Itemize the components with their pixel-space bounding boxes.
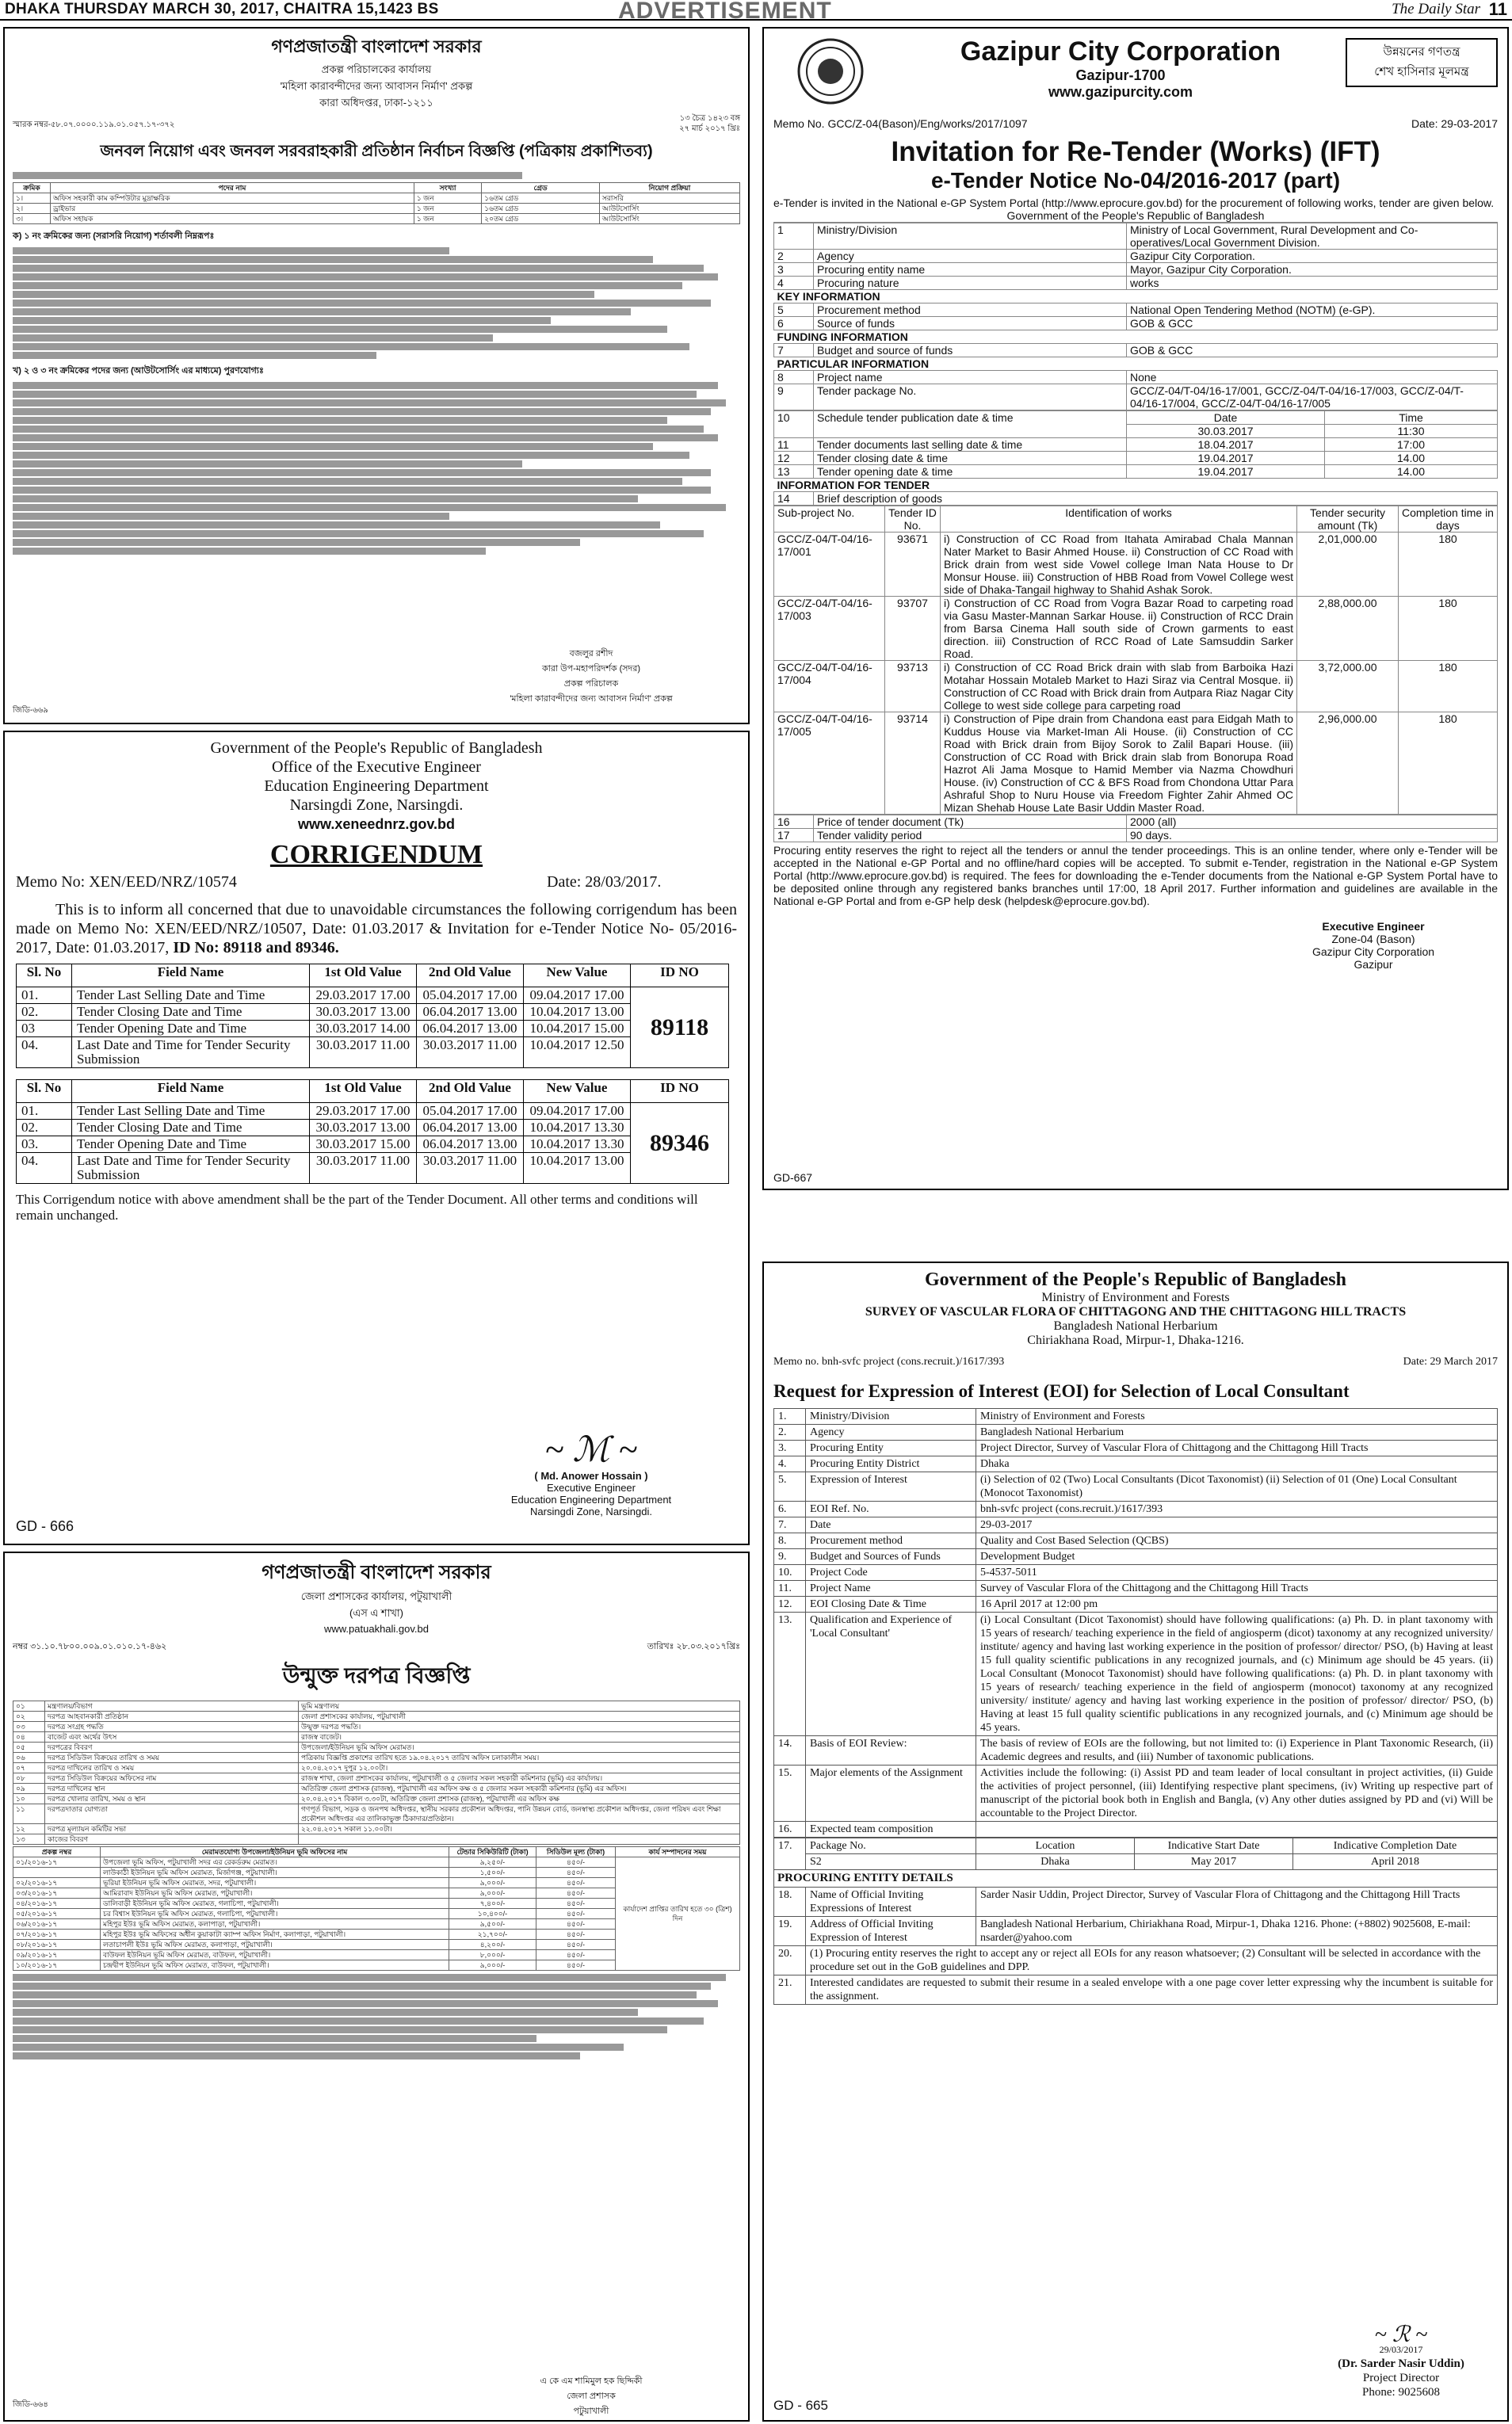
masthead-section: ADVERTISEMENT xyxy=(618,0,832,24)
table-row: ০৯/২০১৬-১৭ বাউফল ইউনিয়ন ভূমি অফিস মেরামত, বাউফল, পটুয়াখালী। ৮,০০০/- ৪৫০/- xyxy=(13,1950,740,1960)
table-row: 18. Name of Official Inviting Expressions of Interest Sarder Nasir Uddin, Project Director, Survey of Vascular Flora of Chittagong and the Chittagong Hill Tracts xyxy=(774,1888,1498,1917)
table-row: 9. Budget and Sources of Funds Development Budget xyxy=(774,1549,1498,1565)
ad2-gov-line: Government of the People's Republic of Bangladesh xyxy=(773,209,1498,223)
ad5-entity-table xyxy=(773,1887,1498,2005)
ad2-website: www.gazipurcity.com xyxy=(1048,84,1193,100)
table-row: 21. Interested candidates are requested to submit their resume in a sealed envelope with a one page cover letter expressing why the incumbent is suitable for the assignment. xyxy=(774,1975,1498,2005)
table-row: 30.03.2017 11:30 xyxy=(774,425,1498,438)
masthead-paper: The Daily Star xyxy=(1392,1,1480,17)
ad2-address: Gazipur-1700 xyxy=(1075,67,1166,83)
table-row: 13. Qualification and Experience of 'Local Consultant' (i) Local Consultant (Dicot Taxonomist) should have following qualifications: (a) Ph. D. in plant taxonomy with 15 years of research/ teaching experience in the field of angiosperm (dicot) taxonomy at any recognized university/ institute/ agency and having last working experience in the position of professor/ director/ PSO, (b) Having at least 15 full quality scientific publications in any recognized journals, and (c) Minimum age should be 45 years. (ii) Local Consultant (Monocot Taxonomist) should have following qualifications: (a) Ph. D. in plant taxonomy with 15 years of research/ teaching experience in the field of angiosperm (monocot) taxonomy at any recognized university/ institute/ agency and having last working experience in the position of professor/ director/ PSO, (b) Having at least 15 full quality scientific publications in any recognized journals, and (c) Minimum age should be 45 years. xyxy=(774,1613,1498,1736)
table-row: ০৩ দরপত্র সংগ্রহ পদ্ধতি উন্মুক্ত দরপত্র পদ্ধতি। xyxy=(13,1722,740,1732)
table-row: 3. Procuring Entity Project Director, Survey of Vascular Flora of Chittagong and the Chittagong Hill Tracts xyxy=(774,1441,1498,1456)
table-row: 6 Source of funds GOB & GCC xyxy=(774,317,1498,330)
ad5-project: SURVEY OF VASCULAR FLORA OF CHITTAGONG AND THE CHITTAGONG HILL TRACTS xyxy=(865,1305,1407,1319)
table-row: 5 Procurement method National Open Tendering Method (NOTM) (e-GP). xyxy=(774,303,1498,317)
table-header: প্রকল্প নম্বর মেরামতযোগ্য উপজেলা/ইউনিয়ন ভূমি অফিসের নাম টেন্ডার সিকিউরিটি (টাকা) সিডিউল মূল্য (টাকা) কার্য সম্পাদনের সময় xyxy=(13,1847,740,1857)
ad4-terms-text xyxy=(13,1974,740,2059)
table-row: 13 Tender opening date & time 19.04.2017 14.00 xyxy=(774,465,1498,479)
ad1-outsourcing-text xyxy=(13,382,740,555)
table-row: 2 Agency Gazipur City Corporation. xyxy=(774,250,1498,263)
ad2-works-table xyxy=(773,506,1498,815)
table-row: ০৭/২০১৬-১৭ মহিপুর ইউঃ ভূমি অফিসের অধীন কুয়াকাটা ক্যাম্প অফিস নির্মাণ, কলাপাড়া, পটুয়াখালী। ২১,৭০০/- ৪৫০/- xyxy=(13,1930,740,1940)
table-row: ১২ দরপত্র মূল্যায়ন কমিটির সভা ২২.০৪.২০১৭ সকাল ১১.০০টা। xyxy=(13,1824,740,1834)
table-row: 9 Tender package No. GCC/Z-04/T-04/16-17/001, GCC/Z-04/T-04/16-17/003, GCC/Z-04/T-04/16-17/004, GCC/Z-04/T-04/16-17/005 xyxy=(774,384,1498,410)
table-row: 12 Tender closing date & time 19.04.2017 14.00 xyxy=(774,452,1498,465)
table-row: 01. Tender Last Selling Date and Time 29.03.2017 17.00 05.04.2017 17.00 09.04.2017 17.00 89118 xyxy=(17,987,729,1004)
table-row: ০৮/২০১৬-১৭ লতাচাপলী ইউঃ ভূমি অফিস মেরামত, কলাপাড়া, পটুয়াখালী। ৪,২০০/- ৪৫০/- xyxy=(13,1940,740,1950)
section-heading: PARTICULAR INFORMATION xyxy=(774,357,1498,371)
ad2-org-name: Gazipur City Corporation xyxy=(960,36,1281,67)
ad5-memo: Memo no. bnh-svfc project (cons.recruit.)/1617/393 xyxy=(773,1356,1005,1368)
ad-gazipur-tender xyxy=(762,27,1509,1190)
masthead xyxy=(0,0,1512,24)
table-row: লাউকাঠী ইউনিয়ন ভূমি অফিস মেরামত, মির্জাগঞ্জ, পটুয়াখালী। ১,৫০০/- ৪৫০/- xyxy=(13,1868,740,1878)
ad1-address: কারা অধিদপ্তর, ঢাকা-১২১১ xyxy=(319,97,433,109)
ad4-office: জেলা প্রশাসকের কার্যালয়, পটুয়াখালী xyxy=(300,1590,452,1602)
table-header: Sub-project No. Tender ID No. Identification of works Tender security amount (Tk) Completion time in days xyxy=(774,506,1498,533)
table-row: ০৩/২০১৬-১৭ আমিরাবাদ ইউনিয়ন ভূমি অফিস মেরামত, পটুয়াখালী। ৯,০০০/- ৪৫০/- xyxy=(13,1888,740,1899)
table-header: 17. Package No. Location Indicative Start Date Indicative Completion Date xyxy=(774,1838,1498,1854)
ad2-end-table xyxy=(773,815,1498,842)
table-row: ১০ দরপত্র খোলার তারিখ, সময় ও স্থান ২০.০৪.২০১৭ বিকাল ৩.৩০টা, অতিরিক্ত জেলা প্রশাসক (রাজস্ব), পটুয়াখালী এর অফিস কক্ষ xyxy=(13,1794,740,1804)
ad-corrigendum xyxy=(3,731,750,1545)
table-row: ০১ মন্ত্রণালয়/বিভাগ ভূমি মন্ত্রণালয় xyxy=(13,1701,740,1712)
page-number: 11 xyxy=(1488,0,1507,19)
ad3-signature-block: ~ ℳ ~ ( Md. Anower Hossain ) Executive Engineer Education Engineering Department Narsingdi Zone, Narsingdi. xyxy=(464,1430,718,1517)
table-row: ০৯ দরপত্র দাখিলের স্থান অতিরিক্ত জেলা প্রশাসক (রাজস্ব), পটুয়াখালী এর অফিস কক্ষ ও ৫ জেলার সকল সহকারী কমিশনার (ভূমি) এর অফিস। xyxy=(13,1784,740,1794)
section-heading: KEY INFORMATION xyxy=(774,290,1498,303)
ad4-date: তারিখঃ ২৮.০৩.২০১৭খ্রিঃ xyxy=(647,1642,740,1651)
table-row: 14. Basis of EOI Review: The basis of review of EOIs are the following, but not limited to: (i) Experience in Plant Taxonomic Research, (ii) Academic degrees and results, and (iii) Number of taxonomic publications. xyxy=(774,1736,1498,1766)
ad3-memo: Memo No: XEN/EED/NRZ/10574 xyxy=(16,873,237,891)
table-row: 6. EOI Ref. No. bnh-svfc project (cons.recruit.)/1617/393 xyxy=(774,1502,1498,1517)
ad2-signature-block: Executive Engineer Zone-04 (Bason) Gazipur City Corporation Gazipur xyxy=(1312,920,1435,971)
table-row: 5. Expression of Interest (i) Selection of 02 (Two) Local Consultants (Dicot Taxonomist) (ii) Selection of 01 (One) Local Consultant (Monocot Taxonomist) xyxy=(774,1472,1498,1502)
table-row: GCC/Z-04/T-04/16-17/003 93707 i) Construction of CC Road from Vogra Bazar Road to carpeting road via Gasu Master-Mannan Sarkar House. ii) Construction of RCC Drain from Barsa Cinema Hall south side of Crown garments to east direction. iii) Construction of RCC Road of Late Samsuddin Sarker Road. 2,88,000.00 180 xyxy=(774,597,1498,661)
ad3-website: www.xeneednrz.gov.bd xyxy=(297,816,456,832)
ad3-office: Office of the Executive Engineer xyxy=(272,758,481,776)
table-row: 10 Schedule tender publication date & time Date Time xyxy=(774,411,1498,425)
ad4-code: জিডি-৬৬৪ xyxy=(13,2400,48,2409)
table-row: 1 Ministry/Division Ministry of Local Government, Rural Development and Co-operatives/Local Government Division. xyxy=(774,223,1498,250)
ad2-intro: e-Tender is invited in the National e-GP System Portal (http://www.eprocure.gov.bd) for the procurement of following works, tender are given below. xyxy=(773,197,1495,209)
table-row: ০৭ দরপত্র দাখিলের তারিখ ও সময় ২০.০৪.২০১৭ দুপুর ১২.০০টা। xyxy=(13,1763,740,1773)
ad4-website: www.patuakhali.gov.bd xyxy=(323,1623,429,1635)
table-row: 3 Procuring entity name Mayor, Gazipur City Corporation. xyxy=(774,263,1498,277)
table-row: 16 Price of tender document (Tk) 2000 (all) xyxy=(774,815,1498,829)
table-row: ০৮ দরপত্র সিডিউল বিক্রয়ের অফিসের নাম রাজস্ব শাখা, জেলা প্রশাসকের কার্যালয়, পটুয়াখালী ও ৫ জেলার সকল সহকারী কমিশনার (ভূমি) এর কার্যালয়। xyxy=(13,1773,740,1784)
table-row: ০৬/২০১৬-১৭ মহিপুর ইউঃ ভূমি অফিস মেরামত, কলাপাড়া, পটুয়াখালী। ৯,৫০০/- ৪৫০/- xyxy=(13,1919,740,1930)
ad2-memo: Memo No. GCC/Z-04(Bason)/Eng/works/2017/1097 xyxy=(773,117,1028,130)
table-row: ০৪/২০১৬-১৭ ডালিবাড়ী ইউনিয়ন ভূমি অফিস মেরামত, গলাচিপা, পটুয়াখালী। ৭,৪০০/- ৪৫০/- xyxy=(13,1899,740,1909)
ad1-title: জনবল নিয়োগ এবং জনবল সরবরাহকারী প্রতিষ্ঠান নির্বাচন বিজ্ঞপ্তি (পত্রিকায় প্রকাশিতব্য) xyxy=(100,143,653,160)
ad5-section-heading: PROCURING ENTITY DETAILS xyxy=(773,1870,1498,1887)
gazipur-logo-icon xyxy=(796,36,865,106)
table-header: Sl. No Field Name 1st Old Value 2nd Old Value New Value ID NO xyxy=(17,1080,729,1103)
masthead-date: DHAKA THURSDAY MARCH 30, 2017, CHAITRA 15,1423 BS xyxy=(5,1,439,17)
table-row: ০৫/২০১৬-১৭ চর বিশ্বাস ইউনিয়ন ভূমি অফিস মেরামত, গলাচিপা, পটুয়াখালী। ১০,৪০০/- ৪৫০/- xyxy=(13,1909,740,1919)
ad1-conditions-text xyxy=(13,247,740,359)
table-row: 03 Tender Opening Date and Time 30.03.2017 14.00 06.04.2017 13.00 10.04.2017 15.00 xyxy=(17,1021,729,1037)
ad2-subtitle: e-Tender Notice No-04/2016-2017 (part) xyxy=(930,168,1341,193)
ad5-herbarium: Bangladesh National Herbarium xyxy=(1053,1319,1218,1333)
ad3-intro: This is to inform all concerned that due to unavoidable circumstances the following corrigendum has been made on Memo No: XEN/EED/NRZ/10507, Date: 01.03.2017 & Invitation for e-Tender Notice No- 05/2016-2017, Date: 01.03.2017, ID No: 89118 and 89346. xyxy=(16,901,737,956)
signature-image: ~ ℳ ~ xyxy=(544,1430,638,1469)
table-row: 03. Tender Opening Date and Time 30.03.2017 15.00 06.04.2017 13.00 10.04.2017 13.30 xyxy=(17,1136,729,1153)
ad1-signature-block: বজলুর রশীদ কারা উপ-মহাপরিদর্শক (সদর) প্রকল্প পরিচালক 'মহিলা কারাবন্দীদের জন্য আবাসন নির্মাণ' প্রকল্প xyxy=(449,647,734,707)
ad3-date: Date: 28/03/2017. xyxy=(547,873,662,891)
ad1-memo: স্মারক নম্বর-৫৮.০৭.০০০০.১১৯.০১.০৫৭.১৭-৩৭২ xyxy=(13,120,175,129)
ad2-date: Date: 29-03-2017 xyxy=(1411,117,1498,130)
ad5-date: Date: 29 March 2017 xyxy=(1403,1356,1498,1368)
ad1-date-english: ২৭ মার্চ ২০১৭ খ্রিঃ xyxy=(679,124,740,133)
table-row: 2. Agency Bangladesh National Herbarium xyxy=(774,1425,1498,1441)
ad3-dept: Education Engineering Department xyxy=(264,777,489,795)
ad3-zone: Narsingdi Zone, Narsingdi. xyxy=(289,796,464,814)
table-row: ০৬ দরপত্র সিডিউল বিক্রয়ের তারিখ ও সময় পত্রিকায় বিজ্ঞপ্তি প্রকাশের তারিখ হতে ১৯.০৪.২০১৭ তারিখ অফিস চলাকালীন সময়। xyxy=(13,1753,740,1763)
table-row: ১৩ কাজের বিবরণ xyxy=(13,1834,740,1845)
ad3-code: GD - 666 xyxy=(16,1518,74,1534)
table-row: 12. EOI Closing Date & Time 16 April 2017 at 12:00 pm xyxy=(774,1597,1498,1613)
ad5-ministry: Ministry of Environment and Forests xyxy=(1041,1291,1230,1304)
table-row: 10. Project Code 5-4537-5011 xyxy=(774,1565,1498,1581)
ad4-works-table xyxy=(13,1846,740,1971)
ad4-title: উন্মুক্ত দরপত্র বিজ্ঞপ্তি xyxy=(282,1663,471,1688)
ad2-info-table xyxy=(773,223,1498,410)
section-heading: INFORMATION FOR TENDER xyxy=(774,479,1498,492)
ad5-address: Chiriakhana Road, Mirpur-1, Dhaka-1216. xyxy=(1027,1334,1244,1347)
table-row: 16. Expected team composition xyxy=(774,1822,1498,1838)
ad1-conditions-heading: ক) ১ নং ক্রমিকের জন্য (সরাসরি নিয়োগ) শর্তাবলী নিম্নরূপঃ xyxy=(13,231,215,241)
table-row: GCC/Z-04/T-04/16-17/005 93714 i) Construction of Pipe drain from Chandona east para Eidgah Math to Kuddus House via Market-Iman Ali House. (ii) Construction of CC Road with Brick drain from Bijoy Sorok to Zalil Bapari House. (iii) Construction of CC Road with Brick drain slab from Bonorupa Road Hazrot Ali Jama Mosque to Hamid Member via Nazma Chowdhuri House. (iv) Construction of CC & BFS Road from Chondona Uttar Para Ashraful Shop to Nuru House via Freedom Fighter Zahir Ahmed OC Mizan Shehab House Late Basir Uddin Master Road. 2,96,000.00 180 xyxy=(774,712,1498,815)
ad2-footer-text: Procuring entity reserves the right to reject all the tenders or annul the tender proceedings. This is an online tender, where only e-Tender will be accepted in the National e-GP Portal and no offline/hard copies will be accepted. To submit e-Tender, registration in the National e-GP System Portal (http://www.eprocure.gov.bd) is required. The fees for downloading the e-Tender documents from the National e-GP System Portal have to be deposited online through any registered banks branches until 17:00, 18 April 2017. Further information and guidelines are available in the National e-GP Portal and from e-GP help desk (helpdesk@eprocure.gov.bd). xyxy=(773,844,1498,907)
ad-recruitment-notice xyxy=(3,27,750,724)
ad1-project: 'মহিলা কারাবন্দীদের জন্য আবাসন নির্মাণ' প্রকল্প xyxy=(280,80,473,92)
ad1-post-table xyxy=(13,182,740,224)
table-row: ০২/২০১৬-১৭ ভূরিয়া ইউনিয়ন ভূমি অফিস মেরামত, সদর, পটুয়াখালী। ৯,০০০/- ৪৫০/- xyxy=(13,1878,740,1888)
signature-image: ~ ℛ ~ xyxy=(1374,2323,1428,2347)
ad2-code: GD-667 xyxy=(773,1171,813,1184)
table-row: GCC/Z-04/T-04/16-17/004 93713 i) Construction of CC Road Brick drain with slab from Barboika Hazi Motahar Hossain Motaleb Market to Hazi Siraz via Central Mosque. ii) Construction of CC Road with Brick drain from Autpara Riaz Nagar City College to west side college para carpeting road 3,72,000.00 180 xyxy=(774,661,1498,712)
ad1-heading: গণপ্রজাতন্ত্রী বাংলাদেশ সরকার xyxy=(271,36,482,56)
ad4-info-table xyxy=(13,1701,740,1845)
table-row: 02. Tender Closing Date and Time 30.03.2017 13.00 06.04.2017 13.00 10.04.2017 13.30 xyxy=(17,1120,729,1136)
table-row: 14 Brief description of goods xyxy=(774,492,1498,506)
table-row: 11 Tender documents last selling date & time 18.04.2017 17:00 xyxy=(774,438,1498,452)
ad3-table-89118 xyxy=(16,964,729,1068)
table-row: ৩। অফিস সহায়ক ১ জন ২০তম গ্রেড আউটসোর্সিং xyxy=(13,214,740,224)
ad1-code: জিডি-৬৬৯ xyxy=(13,706,48,715)
ad4-signature-block: এ কে এম শামিমুল হক ছিদ্দিকী জেলা প্রশাসক পটুয়াখালী xyxy=(540,2376,643,2416)
table-row: S2 Dhaka May 2017 April 2018 xyxy=(774,1854,1498,1870)
ad5-eoi-table xyxy=(773,1408,1498,1838)
id-number: 89118 xyxy=(631,987,729,1068)
ad5-package-table xyxy=(773,1838,1498,1870)
table-row: ২। ড্রাইভার ১ জন ১৬তম গ্রেড আউটসোর্সিং xyxy=(13,204,740,214)
table-row: 02. Tender Closing Date and Time 30.03.2017 13.00 06.04.2017 13.00 10.04.2017 13.00 xyxy=(17,1004,729,1021)
table-row: 7. Date 29-03-2017 xyxy=(774,1517,1498,1533)
table-row: 20. (1) Procuring entity reserves the right to accept any or reject all EOIs for any reason whatsoever; (2) Consultant will be selected in accordance with the procedure set out in the GoB guidelines and DPP. xyxy=(774,1946,1498,1975)
table-row: 4 Procuring nature works xyxy=(774,277,1498,290)
table-row: ০৫ দরপত্রের বিবরণ উপজেলা/ইউনিয়ন ভূমি অফিস মেরামত। xyxy=(13,1743,740,1753)
table-row: 1. Ministry/Division Ministry of Environment and Forests xyxy=(774,1409,1498,1425)
ad1-signatory: বজলুর রশীদ xyxy=(569,649,613,658)
ad4-memo: নম্বর ৩১.১০.৭৮০০.০০৯.০১.০১০.১৭-৪৬২ xyxy=(13,1642,167,1651)
table-row: ১। অফিস সহকারী কাম কম্পিউটার মুদ্রাক্ষরিক ১ জন ১৬তম গ্রেড সরাসরি xyxy=(13,193,740,204)
table-row: ০২ দরপত্র আহবানকারী প্রতিষ্ঠান জেলা প্রশাসকের কার্যালয়, পটুয়াখালী xyxy=(13,1712,740,1722)
ad5-code: GD - 665 xyxy=(773,2398,828,2413)
table-row: 01. Tender Last Selling Date and Time 29.03.2017 17.00 05.04.2017 17.00 09.04.2017 17.00 89346 xyxy=(17,1103,729,1120)
table-row: 8. Procurement method Quality and Cost Based Selection (QCBS) xyxy=(774,1533,1498,1549)
ad3-table-89346 xyxy=(16,1079,729,1184)
table-row: ০১/২০১৬-১৭ উপজেলা ভূমি অফিস, পটুয়াখালী সদর এর রেকর্ডরুম মেরামত। ৯,২৫০/- ৪৫০/- কার্যাদেশ প্রাপ্তির তারিখ হতে ৩০ (ত্রিশ) দিন xyxy=(13,1857,740,1868)
ad4-branch: (এস এ শাখা) xyxy=(349,1607,404,1619)
table-row: 17 Tender validity period 90 days. xyxy=(774,829,1498,842)
ad1-office: প্রকল্প পরিচালকের কার্যালয় xyxy=(321,63,432,75)
table-row: 8 Project name None xyxy=(774,371,1498,384)
table-row: 04. Last Date and Time for Tender Security Submission 30.03.2017 11.00 30.03.2017 11.00 10.04.2017 13.00 xyxy=(17,1153,729,1184)
table-row: ০৪ বাজেট এবং অর্থের উৎস রাজস্ব বাজেট। xyxy=(13,1732,740,1743)
ad5-gov: Government of the People's Republic of Bangladesh xyxy=(925,1269,1346,1290)
ad1-outsourcing-heading: খ) ২ ও ৩ নং ক্রমিকের পদের জন্য (আউটসোর্সিং এর মাধ্যমে) পুরণযোগ্যঃ xyxy=(13,366,264,376)
ad4-heading: গণপ্রজাতন্ত্রী বাংলাদেশ সরকার xyxy=(262,1562,491,1583)
section-heading: FUNDING INFORMATION xyxy=(774,330,1498,344)
id-number: 89346 xyxy=(631,1103,729,1184)
table-row: 04. Last Date and Time for Tender Security Submission 30.03.2017 11.00 30.03.2017 11.00 10.04.2017 12.50 xyxy=(17,1037,729,1068)
table-header: ক্রমিক পদের নাম সংখ্যা গ্রেড নিয়োগ প্রক্রিয়া xyxy=(13,183,740,193)
ad2-title: Invitation for Re-Tender (Works) (IFT) xyxy=(891,136,1380,167)
ad2-slogan-badge: উন্নয়নের গণতন্ত্র শেখ হাসিনার মূলমন্ত্র xyxy=(1346,38,1498,87)
table-row: GCC/Z-04/T-04/16-17/001 93671 i) Construction of CC Road from Itahata Amirabad Chala Mannan Nater Market to Basir Ahmed House. ii) Construction of CC Road with Brick drain from west side Vowel college Iman Nata House to Dr Monsur House. iii) Construction of HBB Road from Vowel College west side of Dhaka-Tangail highway to Shahid Ashak Sorok. 2,01,000.00 180 xyxy=(774,533,1498,597)
ad-patuakhali-tender xyxy=(3,1552,750,2422)
table-row: 15. Major elements of the Assignment Activities include the following: (i) Assist PD and team leader of local consultant in project activities, (ii) Guide the activities of project personnel, (iii) Identifying respective plant specimens, (iv) Writing up respective part of manuscript of the pictorial book both in English and Bangla, (v) Any other duties assigned by PD and (vi) Will be accountable to the Project Director. xyxy=(774,1766,1498,1822)
ad2-schedule-table xyxy=(773,410,1498,506)
ad5-title: Request for Expression of Interest (EOI) for Selection of Local Consultant xyxy=(773,1381,1350,1401)
ad3-title: CORRIGENDUM xyxy=(269,840,483,869)
table-row: 7 Budget and source of funds GOB & GCC xyxy=(774,344,1498,357)
table-row: 4. Procuring Entity District Dhaka xyxy=(774,1456,1498,1472)
work-time: কার্যাদেশ প্রাপ্তির তারিখ হতে ৩০ (ত্রিশ) দিন xyxy=(616,1857,740,1971)
table-row: ১০/২০১৬-১৭ চন্দ্রদ্বীপ ইউনিয়ন ভূমি অফিস মেরামত, বাউফল, পটুয়াখালী। ৯,০০০/- ৪৫০/- xyxy=(13,1960,740,1971)
ad1-date-bangla: ১৩ চৈত্র ১৪২৩ বঙ্গ xyxy=(679,114,740,123)
table-row: ১১ দরপত্রদাতার যোগ্যতা গণপূর্ত বিভাগ, সড়ক ও জনপথ অধিদপ্তর, স্থানীয় সরকার প্রকৌশল অধিদপ্তর, পানি উন্নয়ন বোর্ড, জনস্বাস্থ্য প্রকৌশল অধিদপ্তর, জেলা পরিষদ এবং শিক্ষা প্রকৌশল অধিদপ্তর এর তালিকাভুক্ত ঠিকাদার/প্রতিষ্ঠান। xyxy=(13,1804,740,1824)
table-header: Sl. No Field Name 1st Old Value 2nd Old Value New Value ID NO xyxy=(17,964,729,987)
ad3-gov: Government of the People's Republic of Bangladesh xyxy=(210,739,543,757)
ad3-note: This Corrigendum notice with above amendment shall be the part of the Tender Document. All other terms and conditions will remain unchanged. xyxy=(16,1192,698,1223)
table-row: 19. Address of Official Inviting Expression of Interest Bangladesh National Herbarium, Chiriakhana Road, Mirpur-1, Dhaka 1216. Phone: (+8802) 9025608, E-mail: nsarder@yahoo.com xyxy=(774,1917,1498,1946)
table-row: 11. Project Name Survey of Vascular Flora of the Chittagong and the Chittagong Hill Tracts xyxy=(774,1581,1498,1597)
ad5-signature-block: ~ ℛ ~ 29/03/2017 (Dr. Sarder Nasir Uddin) Project Director Phone: 9025608 xyxy=(1306,2328,1496,2399)
ad-eoi-consultant xyxy=(762,1262,1509,2422)
